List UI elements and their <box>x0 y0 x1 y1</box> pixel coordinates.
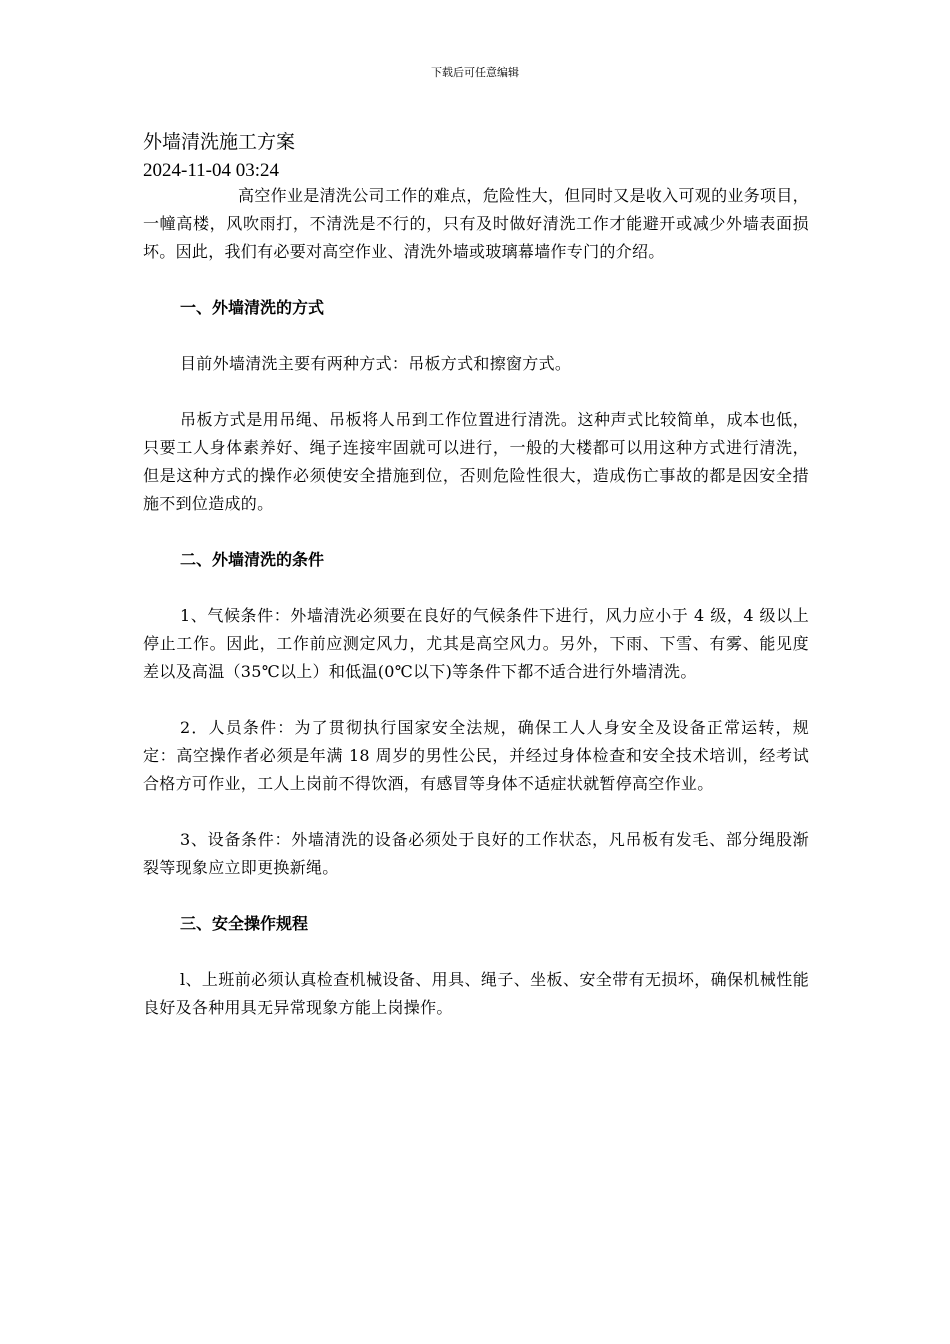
section-heading-safety: 三、安全操作规程 <box>180 914 309 933</box>
paragraph: 吊板方式是用吊绳、吊板将人吊到工作位置进行清洗。这种声式比较简单，成本也低，只要工人身体素养好、绳子连接牢固就可以进行，一般的大楼都可以用这种方式进行清洗，但是这种方式的操作必须使安全措施到位，否则危险性很大，造成伤亡事故的都是因安全措施不到位造成的。 <box>143 410 809 513</box>
section-heading-methods: 一、外墙清洗的方式 <box>180 298 325 317</box>
paragraph: 1、气候条件：外墙清洗必须要在良好的气候条件下进行，风力应小于 4 级，4 级以上停止工作。因此，工作前应测定风力，尤其是高空风力。另外，下雨、下雪、有雾、能见度差以及高温（35℃以上）和低温(0℃以下)等条件下都不适合进行外墙清洗。 <box>143 606 809 681</box>
paragraph: l、上班前必须认真检查机械设备、用具、绳子、坐板、安全带有无损坏，确保机械性能良好及各种用具无异常现象方能上岗操作。 <box>143 970 809 1017</box>
document-body <box>143 128 809 1022</box>
document-title: 外墙清洗施工方案 <box>143 131 296 153</box>
page-header-note: 下载后可任意编辑 <box>431 66 519 79</box>
document-datetime: 2024-11-04 03:24 <box>143 160 279 181</box>
intro-paragraph: 高空作业是清洗公司工作的难点，危险性大，但同时又是收入可观的业务项目，一幢高楼，风吹雨打，不清洗是不行的，只有及时做好清洗工作才能避开或减少外墙表面损坏。因此，我们有必要对高空作业、清洗外墙或玻璃幕墙作专门的介绍。 <box>143 186 809 261</box>
paragraph: 2．人员条件：为了贯彻执行国家安全法规，确保工人人身安全及设备正常运转，规定：高空操作者必须是年满 18 周岁的男性公民，并经过身体检查和安全技术培训，经考试合格方可作业，工人上岗前不得饮酒，有感冒等身体不适症状就暂停高空作业。 <box>143 718 809 793</box>
section-heading-conditions: 二、外墙清洗的条件 <box>180 550 325 569</box>
paragraph: 3、设备条件：外墙清洗的设备必须处于良好的工作状态，凡吊板有发毛、部分绳股渐裂等现象应立即更换新绳。 <box>143 830 809 877</box>
paragraph: 目前外墙清洗主要有两种方式：吊板方式和擦窗方式。 <box>180 354 572 373</box>
